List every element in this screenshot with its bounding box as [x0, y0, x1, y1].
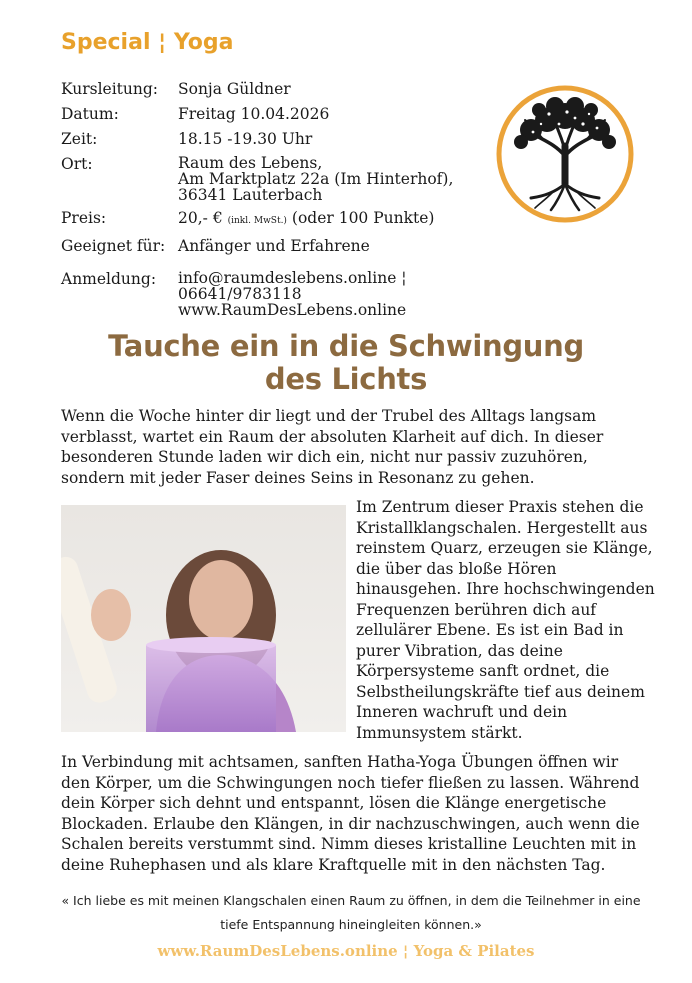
instructor-quote: « Ich liebe es mit meinen Klangschalen einen Raum zu öffnen, in dem die Teilnehmer in eine tiefe Entspannung hineingleiten können.» — [61, 893, 641, 932]
info-label: Datum: — [61, 105, 119, 123]
contact-website[interactable]: www.RaumDesLebens.online — [178, 301, 407, 319]
info-row-datum — [61, 105, 518, 124]
intro-paragraph: Wenn die Woche hinter dir liegt und der Trubel des Alltags langsam verblasst, wartet ein Raum der absoluten Klarheit auf dich. In dieser besonderen Stunde laden wir dich ein, nicht nur passiv zuzuhören, sondern mit jeder Faser deines Seins in Resonanz zu gehen. — [61, 407, 604, 487]
location-line: 36341 Lauterbach — [178, 186, 323, 204]
info-row-ort — [61, 155, 518, 203]
price-points: (oder 100 Punkte) — [291, 209, 435, 227]
course-price — [178, 209, 518, 231]
price-main: 20,- € — [178, 209, 223, 227]
location-line: Raum des Lebens, — [178, 154, 323, 172]
course-info — [61, 80, 518, 324]
info-label: Anmeldung: — [61, 270, 157, 288]
main-title — [40, 330, 652, 396]
footer-website: www.RaumDesLebens.online ¦ Yoga & Pilates — [157, 942, 535, 960]
title-line: des Lichts — [264, 362, 428, 396]
info-label: Ort: — [61, 155, 93, 173]
instructor-photo — [61, 505, 346, 732]
photo-illustration — [61, 505, 346, 732]
info-label: Preis: — [61, 209, 107, 227]
page-header: Special ¦ Yoga — [61, 30, 234, 55]
info-label: Kursleitung: — [61, 80, 159, 98]
info-row-kursleitung — [61, 80, 518, 99]
course-location — [178, 155, 518, 203]
crystal-bowls-paragraph: Im Zentrum dieser Praxis stehen die Kristallklangschalen. Hergestellt aus reinstem Quarz, erzeugen sie Klänge, die über das bloße Hören hinausgehen. Ihre hochschwingenden Frequenzen berühren dich auf zellulärer Ebene. Es ist ein Bad in purer Vibration, das deine Körpersysteme sanft ordnet, die Selbstheilungskräfte tief aus deinem Inneren wachruft und dein Immunsystem stärkt. — [356, 498, 655, 742]
instructor-name: Sonja Güldner — [178, 80, 291, 98]
info-row-anmeldung — [61, 270, 518, 318]
course-audience: Anfänger und Erfahrene — [178, 237, 370, 255]
tree-of-life-icon — [495, 84, 635, 224]
course-time: 18.15 -19.30 Uhr — [178, 130, 313, 148]
registration-contact — [178, 270, 518, 318]
info-row-preis — [61, 209, 518, 231]
info-label: Geeignet für: — [61, 237, 166, 255]
info-label: Zeit: — [61, 130, 98, 148]
location-line: Am Marktplatz 22a (Im Hinterhof), — [178, 170, 454, 188]
course-date: Freitag 10.04.2026 — [178, 105, 330, 123]
info-row-geeignet — [61, 237, 518, 256]
hatha-yoga-paragraph: In Verbindung mit achtsamen, sanften Hatha-Yoga Übungen öffnen wir den Körper, um die Schwingungen noch tiefer fließen zu lassen. Während dein Körper sich dehnt und entspannt, lösen die Klänge energetische Blockaden. Erlaube den Klängen, in dir nachzuschwingen, auch wenn die Schalen bereits verstummt sind. Nimm dieses kristalline Leuchten mit in deine Ruhephasen und als klare Kraftquelle mit in den nächsten Tag. — [61, 753, 640, 874]
info-row-zeit — [61, 130, 518, 149]
contact-email-phone[interactable]: info@raumdeslebens.online ¦ 06641/9783118 — [178, 269, 407, 303]
price-tax-note: (inkl. MwSt.) — [227, 216, 287, 226]
title-line: Tauche ein in die Schwingung — [108, 329, 584, 363]
